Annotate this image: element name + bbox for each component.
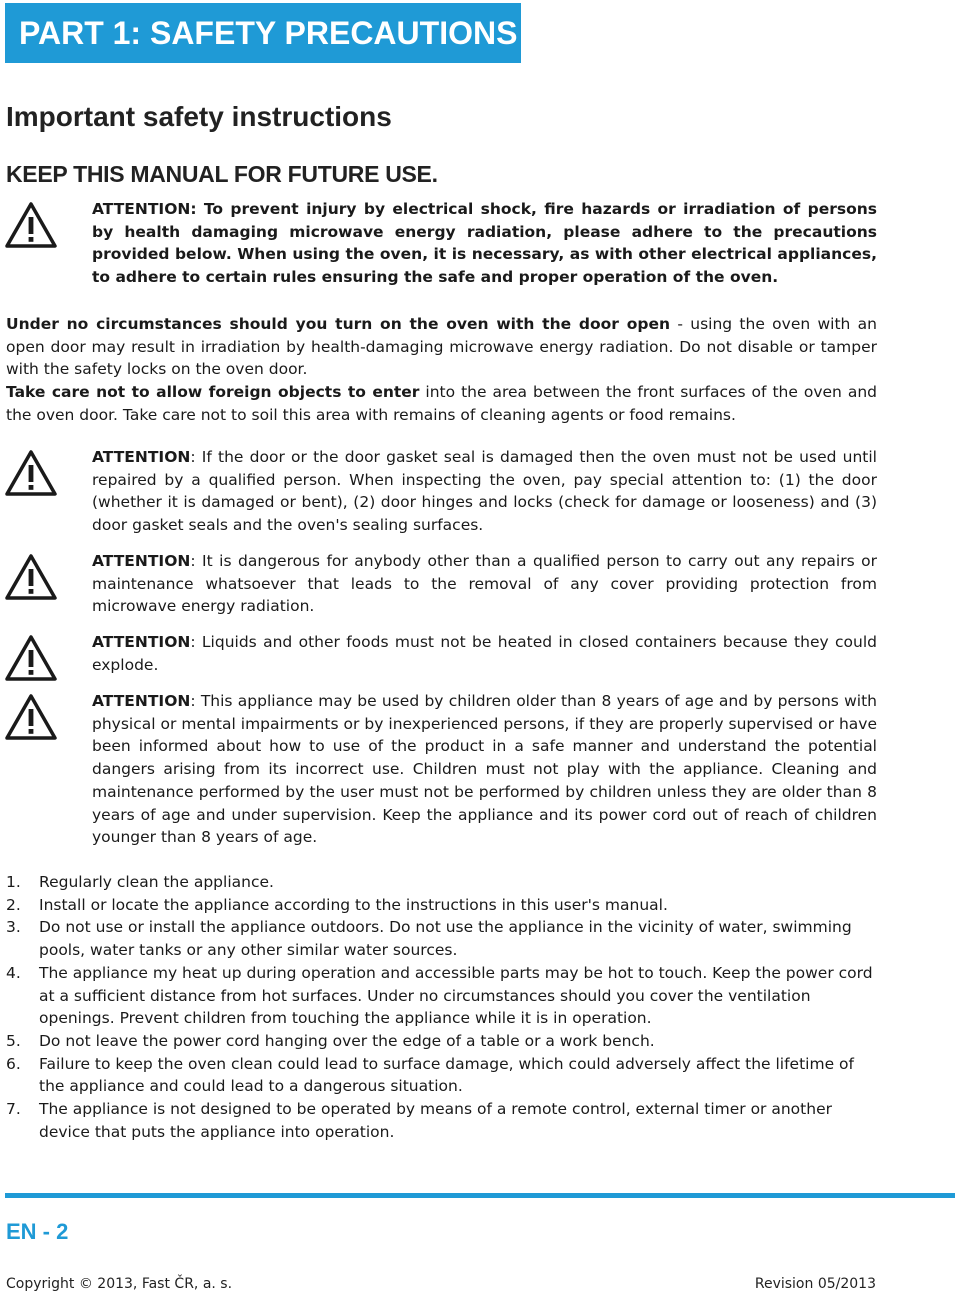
warning-triangle-icon [4,201,58,249]
safety-rules-list [6,871,878,1143]
list-item: 5. Do not leave the power cord hanging over the edge of a table or a work bench. [6,1031,655,1050]
intro-attention: ATTENTION: To prevent injury by electrical shock, fire hazards or irradiation of persons by health damaging microwave energy radiation, please adhere to the precautions provided below. When using the oven, it is necessary, as with other electrical appliances, to adhere to certain rules ensuring the safe and proper operation of the oven. [92,200,877,287]
section-heading: Important safety instructions [6,101,392,132]
foreign-objects-bold: Take care not to allow foreign objects to enter [6,383,420,401]
list-item: 1. Regularly clean the appliance. [6,873,274,891]
warning-triangle-icon [4,693,58,741]
revision-value: 05/2013 [817,1276,876,1292]
door-open-warning [6,313,877,381]
attention-text: : It is dangerous for anybody other than a qualified person to carry out any repairs or maintenance whatsoever that leads to the removal of any cover providing protection from microwave energy radiation. [92,552,877,616]
door-open-warning-text: - using the oven with an open door may result in irradiation by health-damaging microwave energy radiation. Do not disable or tamper with the safety locks on the oven door. [6,315,878,379]
attention-label: ATTENTION [92,692,191,710]
revision-label: Revision [754,1276,814,1292]
list-item: 2. Install or locate the appliance according to the instructions in this user's manual. [6,895,668,914]
warning-triangle-icon [4,553,58,601]
warning-triangle-icon [4,634,58,682]
footer-divider [5,1193,955,1198]
attention-children [92,690,877,849]
attention-text: : If the door or the door gasket seal is damaged then the oven must not be used until repaired by a qualified person. When inspecting the oven, pay special attention to: (1) the door (whether it is damaged or bent), (2) door hinges and locks (check for damage or looseness) and (3) door gasket seals and the oven's sealing surfaces. [92,448,877,535]
revision [755,1276,876,1292]
copyright: Copyright © 2013, Fast ČR, a. s. [6,1276,233,1292]
warning-triangle-icon [4,449,58,497]
attention-closed-containers [92,631,877,676]
part-title-banner [5,3,521,63]
foreign-objects-text: into the area between the front surfaces of the oven and the oven door. Take care not to soil this area with remains of cleaning agents or food remains. [6,383,877,424]
attention-text: : Liquids and other foods must not be heated in closed containers because they could explode. [92,633,877,674]
attention-repairs [92,550,877,618]
list-item: 3. Do not use or install the appliance outdoors. Do not use the appliance in the vicinity of water, swimming pools, water tanks or any other similar water sources. [6,918,852,960]
attention-label: ATTENTION [92,633,191,651]
list-item: 7. The appliance is not designed to be operated by means of a remote control, external timer or another device that puts the appliance into operation. [6,1100,832,1141]
page-number: EN - 2 [6,1219,69,1244]
foreign-objects-warning [6,381,877,426]
list-item: 4. The appliance my heat up during operation and accessible parts may be hot to touch. Keep the power cord at a sufficient distance from hot surfaces. Under no circumstances should you cover the ventilation openings. Prevent children from touching the appliance while it is in operation. [6,963,873,1028]
attention-door-damage [92,446,877,537]
part-title: PART 1: SAFETY PRECAUTIONS [19,15,518,51]
subsection-heading: KEEP THIS MANUAL FOR FUTURE USE. [6,161,438,187]
attention-text: : This appliance may be used by children older than 8 years of age and by persons with physical or mental impairments or by inexperienced persons, if they are properly supervised or have been informed about how to use of the product in a safe manner and understand the potential dangers arising from its incorrect use. Children must not play with the appliance. Cleaning and maintenance performed by the user must not be performed by children unless they are older than 8 years of age and under supervision. Keep the appliance and its power cord out of reach of children younger than 8 years of age. [92,692,877,847]
door-open-warning-bold: Under no circumstances should you turn on the oven with the door open [6,315,671,333]
attention-label: ATTENTION [92,448,191,466]
attention-label: ATTENTION [92,552,191,570]
list-item: 6. Failure to keep the oven clean could lead to surface damage, which could adversely affect the lifetime of the appliance and could lead to a dangerous situation. [6,1054,854,1096]
